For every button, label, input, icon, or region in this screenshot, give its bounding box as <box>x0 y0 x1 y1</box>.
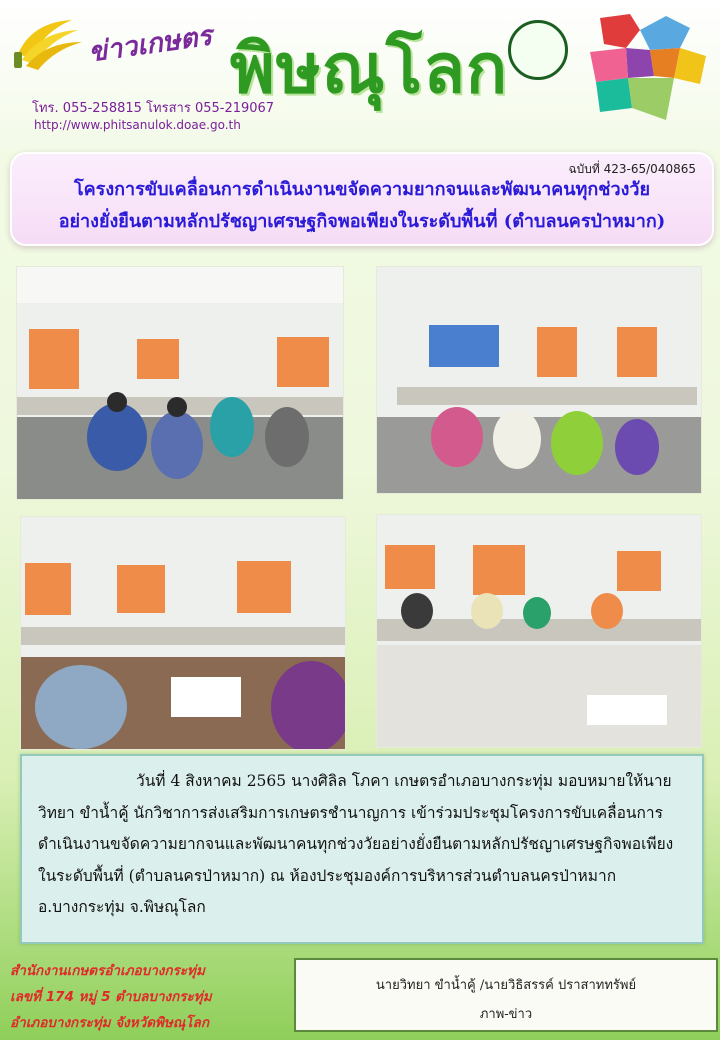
headline-line-1: โครงการขับเคลื่อนการดำเนินงานขจัดความยากจนและพัฒนาคนทุกช่วงวัย <box>73 179 651 200</box>
office-district: อำเภอบางกระทุ่ม จังหวัดพิษณุโลก <box>10 1015 209 1031</box>
office-address <box>10 958 280 1036</box>
phone-fax: โทร. 055-258815 โทรสาร 055-219067 <box>32 101 275 116</box>
article-body: วันที่ 4 สิงหาคม 2565 นางศิลิล โภคา เกษตรอำเภอบางกระทุ่ม มอบหมายให้นายวิทยา ขำน้ำคู้ นักวิชาการส่งเสริมการเกษตรชำนาญการ เข้าร่วมประชุมโครงการขับเคลื่อนการดำเนินงานขจัดความยากจนและพัฒนาคนทุกช่วงวัยอย่างยั่งยืนตามหลักปรัชญาเศรษฐกิจพอเพียงในระดับพื้นที่ (ตำบลนครป่าหมาก) ณ ห้องประชุมองค์การบริหารส่วนตำบลนครป่าหมาก อ.บางกระทุ่ม จ.พิษณุโลก <box>38 772 674 916</box>
meeting-photo-1 <box>16 266 344 500</box>
credit-names: นายวิทยา ขำน้ำคู้ /นายวิธิสรรค์ ปราสาททรัพย์ <box>375 978 637 993</box>
province-map-icon <box>570 8 712 128</box>
headline <box>12 174 712 238</box>
credit-role: ภาพ-ข่าว <box>479 1007 533 1022</box>
article-body-box <box>20 754 704 944</box>
issue-number: ฉบับที่ 423-65/040865 <box>568 162 696 176</box>
credit-box <box>294 958 718 1032</box>
masthead <box>0 0 720 150</box>
department-seal-icon <box>508 20 568 80</box>
meeting-photo-2 <box>376 266 702 494</box>
office-street: เลขที่ 174 หมู่ 5 ตำบลบางกระทุ่ม <box>10 989 212 1005</box>
news-label: ข่าวเกษตร <box>86 20 214 69</box>
contact-info <box>32 100 274 134</box>
meeting-photo-3 <box>20 516 346 750</box>
headline-line-2: อย่างยั่งยืนตามหลักปรัชญาเศรษฐกิจพอเพียงในระดับพื้นที่ (ตำบลนครป่าหมาก) <box>58 211 666 232</box>
headline-box <box>10 152 714 246</box>
meeting-photo-4 <box>376 514 702 748</box>
office-name: สำนักงานเกษตรอำเภอบางกระทุ่ม <box>10 963 205 979</box>
province-title: พิษณุโลก <box>230 30 509 109</box>
website-link[interactable]: http://www.phitsanulok.doae.go.th <box>34 118 241 132</box>
banana-logo-icon <box>12 14 84 72</box>
